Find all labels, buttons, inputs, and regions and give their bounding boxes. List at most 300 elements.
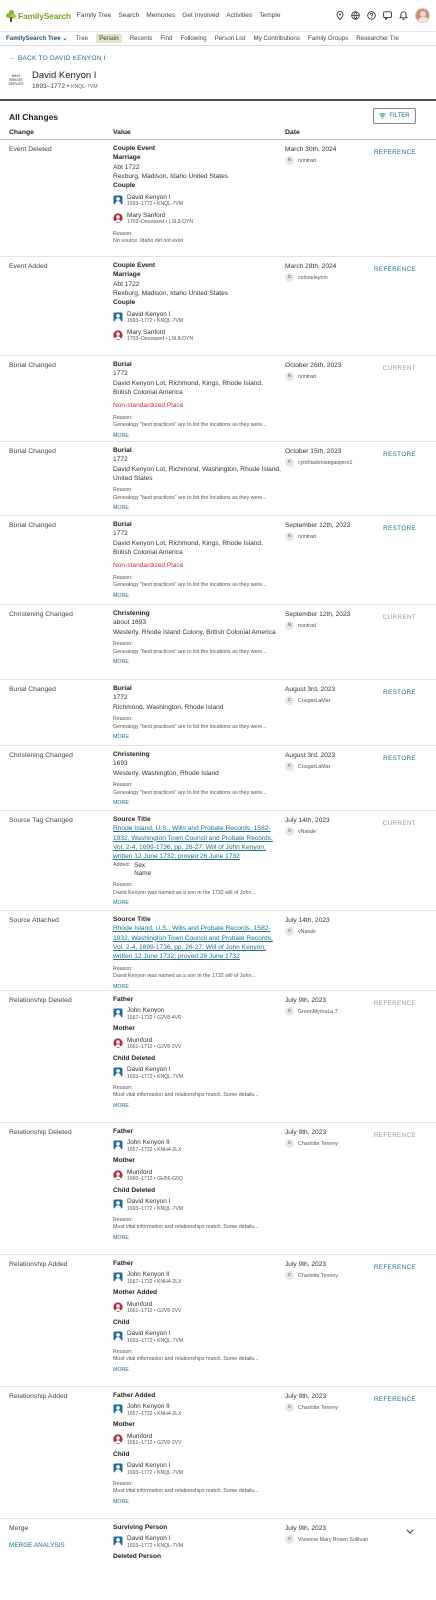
header-icons: [335, 8, 430, 23]
more-link[interactable]: MORE: [113, 505, 129, 512]
person-name-link[interactable]: David Kenyon I: [127, 1329, 171, 1337]
person-card[interactable]: [113, 1271, 281, 1286]
reference-button[interactable]: REFERENCE: [373, 149, 416, 156]
tag-item: Sex: [134, 861, 146, 869]
person-name-link[interactable]: David Kenyon I: [127, 1197, 171, 1205]
source-title-link[interactable]: Rhode Island, U.S., Wills and Probate Records, 1582-1932, Washington Town Council and Probate Records, Vol. 2-4, 1699-1736, pp. 26-27: Will of John Kenyon, written 12 June 1732; proved 26 June 1732: [113, 925, 273, 961]
person-text: [127, 311, 183, 326]
change-value: [113, 1127, 281, 1242]
contributor[interactable]: [285, 762, 375, 771]
contributor-name: vNatale: [298, 928, 316, 935]
person-name-link[interactable]: David Kenyon I: [127, 1065, 171, 1073]
person-text: [127, 1462, 183, 1477]
value-text: David Kenyon Lot, Richmond, Kings, Rhode Island, British Colonial America: [113, 379, 263, 397]
subnav-find[interactable]: Find: [160, 35, 173, 42]
person-card[interactable]: [113, 1066, 281, 1081]
col-change: Change: [9, 129, 34, 136]
person-card[interactable]: [113, 1403, 281, 1418]
reason-text: David Kenyon was named as a son in the 1732 will of John...: [113, 973, 256, 980]
chevron-down-icon[interactable]: [406, 1529, 414, 1536]
change-value: [113, 995, 281, 1110]
change-type: [9, 362, 56, 369]
restore-button[interactable]: RESTORE: [383, 755, 416, 762]
nav-activities[interactable]: Activities: [226, 12, 253, 19]
person-life: 1693–1772 • KNQL-7VM: [127, 201, 184, 208]
change-value: [113, 609, 281, 667]
value-heading: Father: [113, 1260, 134, 1267]
person-card[interactable]: [113, 1330, 281, 1345]
change-row: [0, 1386, 436, 1518]
tags-added-label: Added:: [113, 861, 131, 868]
value-heading: Father: [113, 1128, 134, 1135]
reference-button[interactable]: REFERENCE: [373, 1396, 416, 1403]
bell-icon[interactable]: [399, 11, 408, 20]
value-text: Richmond, Washington, Rhode Island: [113, 703, 224, 711]
person-card[interactable]: [113, 1037, 281, 1052]
nav-search[interactable]: Search: [118, 12, 140, 19]
header-divider: [0, 99, 436, 101]
change-date: [285, 263, 375, 282]
filter-button[interactable]: [373, 108, 416, 124]
reason-text: Genealogy "best practices" are to list the locations as they were...: [113, 648, 267, 655]
change-type-label: Source Attached: [9, 917, 59, 924]
person-name-link[interactable]: David Kenyon I: [127, 193, 171, 201]
person-header: [8, 70, 98, 92]
page-title: All Changes: [9, 112, 59, 122]
person-text: [127, 1007, 182, 1022]
person-life: 1693–1772 • KNQL-7VM: [127, 1469, 184, 1476]
reference-button[interactable]: REFERENCE: [373, 1000, 416, 1007]
male-person-icon: [113, 1331, 123, 1341]
date-text: October 15th, 2023: [285, 448, 342, 455]
contributor-initial: C: [285, 762, 294, 771]
change-date: [285, 611, 375, 630]
more-link[interactable]: MORE: [113, 592, 129, 599]
male-person-icon: [113, 1536, 123, 1546]
person-life: 1660–1712 • GH56-G5Q: [127, 1176, 183, 1183]
change-type: [9, 686, 56, 693]
change-row: [0, 810, 436, 910]
person-name-link[interactable]: David Kenyon I: [127, 310, 171, 318]
male-person-icon: [113, 195, 123, 205]
change-type-label: Relationship Deleted: [9, 1129, 72, 1136]
person-life: 1657–1732 • KNH4-2LX: [127, 1279, 182, 1286]
change-row: [0, 604, 436, 679]
contributor-name: CougarLaMar: [298, 697, 331, 704]
change-value: [113, 915, 281, 991]
male-person-icon: [113, 1404, 123, 1414]
contributor[interactable]: [285, 372, 375, 381]
subnav-recents[interactable]: Recents: [129, 35, 153, 42]
contributor[interactable]: [285, 696, 375, 705]
more-link[interactable]: MORE: [113, 900, 129, 907]
subnav-family-groups[interactable]: Family Groups: [307, 35, 349, 42]
value-heading: Marriage: [113, 154, 141, 162]
contributor-initial: C: [285, 1139, 294, 1148]
change-value: [113, 360, 281, 440]
change-date: [285, 1261, 375, 1280]
contributor-name: GreenMyrnaLu 7: [298, 1008, 338, 1015]
value-text: Abt 1722: [113, 163, 140, 171]
person-text: [127, 1139, 181, 1154]
reason-label: Reason:: [113, 782, 133, 789]
person-name-link[interactable]: David Kenyon I: [127, 1461, 171, 1469]
contributor[interactable]: [285, 156, 375, 165]
person-life: 1703–Deceased • LSL8-DYN: [127, 336, 194, 343]
more-link[interactable]: MORE: [113, 800, 129, 807]
change-row: [0, 515, 436, 604]
subnav-tree[interactable]: Tree: [75, 35, 89, 42]
more-link[interactable]: MORE: [113, 1498, 129, 1505]
change-row: [0, 1122, 436, 1254]
change-row: [0, 441, 436, 515]
date-text: March 28th, 2024: [285, 263, 337, 270]
change-type: [9, 611, 73, 618]
change-type-label: Christening Changed: [9, 611, 73, 618]
person-name-link[interactable]: Mumford: [127, 1300, 153, 1308]
change-value: [113, 261, 281, 346]
change-value: [113, 446, 281, 513]
person-text: [127, 1535, 183, 1550]
person-card[interactable]: [113, 1535, 281, 1550]
more-link[interactable]: MORE: [113, 1366, 129, 1373]
change-row: [0, 256, 436, 355]
value-text: Rexburg, Madison, Idaho United States: [113, 290, 229, 298]
person-life: 1693–1772 • KNQL-7VM: [127, 318, 184, 325]
globe-icon[interactable]: [351, 11, 360, 20]
person-card[interactable]: [113, 212, 281, 227]
date-text: August 3rd, 2023: [285, 752, 336, 759]
value-heading: Marriage: [113, 271, 141, 279]
change-value: [113, 1523, 281, 1562]
change-date: [285, 917, 375, 936]
value-heading: Mother: [113, 1421, 135, 1429]
source-title-link[interactable]: Rhode Island, U.S., Wills and Probate Records, 1582-1932, Washington Town Council and Probate Records, Vol. 2-4, 1699-1736, pp. 26-27: Will of John Kenyon, written 12 June 1732; proved 26 June 1732: [113, 825, 273, 861]
change-date: [285, 1129, 375, 1148]
current-button[interactable]: CURRENT: [382, 365, 416, 372]
tags-list: [134, 862, 151, 879]
person-name-link[interactable]: Mumford: [127, 1036, 153, 1044]
filter-label: FILTER: [389, 113, 410, 119]
more-link[interactable]: MORE: [113, 432, 129, 439]
back-link[interactable]: ← BACK TO DAVID KENYON I: [9, 55, 106, 62]
reference-button[interactable]: REFERENCE: [373, 1264, 416, 1271]
current-button[interactable]: CURRENT: [382, 614, 416, 621]
contributor-name: CougarLaMar: [298, 763, 331, 770]
change-row: [0, 140, 436, 256]
person-name-link[interactable]: John Kenyon II: [127, 1271, 170, 1279]
person-name-link[interactable]: Mary Sanford: [127, 211, 166, 219]
reference-button[interactable]: REFERENCE: [373, 266, 416, 273]
change-date: [285, 817, 375, 836]
person-text: [127, 212, 193, 227]
change-type-label: Burial Changed: [9, 362, 56, 369]
value-text: Rexburg, Madison, Idaho United States: [113, 173, 229, 181]
female-person-icon: [113, 213, 123, 223]
contributor[interactable]: [285, 273, 375, 282]
contributor-name: nontrad: [298, 157, 316, 164]
change-type: [9, 1393, 68, 1400]
nav-family-tree[interactable]: Family Tree: [76, 12, 112, 19]
change-row: [0, 1518, 436, 1600]
person-name-link[interactable]: John Kenyon II: [127, 1403, 170, 1411]
change-type-label: Burial Changed: [9, 448, 56, 455]
person-life: 1693–1772 • KNQL-7VM: [127, 1337, 184, 1344]
change-date: [285, 1525, 375, 1544]
non-standardized-warning: Non-standardized Place: [113, 562, 184, 570]
contributor[interactable]: [285, 458, 375, 467]
contributor-initial: N: [285, 372, 294, 381]
change-row: [0, 355, 436, 441]
change-type-label: Relationship Deleted: [9, 997, 72, 1004]
change-type-label: Source Tag Changed: [9, 817, 73, 824]
person-card[interactable]: [113, 329, 281, 344]
value-text: Westerly, Rhode Island Colony, British Colonial America: [113, 628, 276, 636]
value-text: 1772: [113, 456, 128, 464]
person-life: 1661–1712 • G2V8-2VV: [127, 1308, 182, 1315]
person-years: 1693–1772 •: [32, 83, 70, 90]
person-card[interactable]: [113, 1301, 281, 1316]
date-text: October 26th, 2023: [285, 362, 342, 369]
nav-temple[interactable]: Temple: [259, 12, 281, 19]
change-type: [9, 263, 48, 270]
date-text: July 9th, 2023: [285, 1261, 327, 1268]
subnav-researcher-tree[interactable]: Researcher Tre: [356, 35, 399, 42]
person-card[interactable]: [113, 1198, 281, 1213]
change-type: [9, 1525, 65, 1549]
person-text: [127, 1330, 183, 1345]
value-text: about 1693: [113, 619, 147, 627]
person-text: [127, 1271, 181, 1286]
tree-menu-dropdown[interactable]: FamilySearch Tree ⌄: [6, 35, 68, 42]
person-life: 1657–1732 • G2V8-4VR: [127, 1015, 182, 1022]
reason-label: Reason:: [113, 1348, 133, 1355]
restore-button[interactable]: RESTORE: [383, 525, 416, 532]
reason-text: Most vital information and relationships match. Some details...: [113, 1488, 259, 1495]
value-heading: Source Title: [113, 816, 151, 823]
reason-label: Reason:: [113, 414, 133, 421]
change-row: [0, 1254, 436, 1386]
person-text: [127, 329, 193, 344]
contributor-name: Vivienne Mary Brown Sullivan: [298, 1536, 368, 1543]
person-card[interactable]: [113, 1169, 281, 1184]
person-id: KNQL-7VM: [71, 84, 98, 90]
contributor-initial: N: [285, 532, 294, 541]
value-heading: Mother Added: [113, 1289, 158, 1297]
portrait-text: SERVICE: [8, 81, 24, 86]
change-value: [113, 520, 281, 600]
date-text: July 9th, 2023: [285, 1393, 327, 1400]
more-link[interactable]: MORE: [113, 734, 129, 741]
person-card[interactable]: [113, 311, 281, 326]
male-person-icon: [113, 1140, 123, 1150]
person-name-link[interactable]: John Kenyon: [127, 1007, 165, 1015]
person-life: 1661–1712 • G2V8-2VV: [127, 1440, 182, 1447]
person-text: [127, 1301, 181, 1316]
value-text: David Kenyon Lot, Richmond, Kings, Rhode Island, British Colonial America: [113, 539, 263, 557]
change-value: [113, 1391, 281, 1506]
change-type-label: Christening Changed: [9, 752, 73, 759]
more-link[interactable]: MORE: [113, 659, 129, 666]
map-pin-icon[interactable]: [335, 11, 344, 20]
date-text: August 3rd, 2023: [285, 686, 336, 693]
contributor-initial: C: [285, 696, 294, 705]
change-date: [285, 1393, 375, 1412]
more-link[interactable]: MORE: [113, 1234, 129, 1241]
current-button[interactable]: CURRENT: [382, 820, 416, 827]
contributor-initial: V: [285, 827, 294, 836]
familysearch-logo[interactable]: [6, 10, 71, 22]
person-name-link[interactable]: Mumford: [127, 1168, 153, 1176]
avatar[interactable]: [415, 8, 430, 23]
change-type: [9, 997, 72, 1004]
nav-memories[interactable]: Memories: [146, 12, 176, 19]
value-heading: Father: [113, 996, 134, 1003]
male-person-icon: [113, 1008, 123, 1018]
male-person-icon: [113, 1067, 123, 1077]
contributor[interactable]: [285, 1403, 375, 1412]
nav-get-involved[interactable]: Get Involved: [182, 12, 220, 19]
female-person-icon: [113, 1038, 123, 1048]
change-date: [285, 362, 375, 381]
subnav-person[interactable]: Person: [96, 34, 122, 43]
contributor[interactable]: [285, 827, 375, 836]
reason-text: Most vital information and relationships match. Some details...: [113, 1356, 259, 1363]
change-date: [285, 686, 375, 705]
contributor[interactable]: [285, 927, 375, 936]
person-card[interactable]: [113, 194, 281, 209]
change-date: [285, 448, 375, 467]
logo-text: FamilySearch: [18, 10, 71, 21]
date-text: July 14th, 2023: [285, 917, 330, 924]
tree-subnav: [0, 32, 436, 46]
person-lifespan: [32, 83, 98, 90]
more-link[interactable]: MORE: [113, 983, 129, 990]
reason-text: Genealogy "best practices" are to list the locations as they were...: [113, 494, 267, 501]
contributor-initial: C: [285, 1403, 294, 1412]
change-type-label: Event Added: [9, 263, 48, 270]
change-date: [285, 752, 375, 771]
value-heading: Christening: [113, 610, 150, 617]
person-name-link[interactable]: Mumford: [127, 1432, 153, 1440]
change-type: [9, 522, 56, 529]
tree-logo-icon: [6, 10, 16, 22]
value-heading: Deleted Person: [113, 1553, 162, 1561]
change-type-label: Relationship Added: [9, 1261, 68, 1268]
change-type: [9, 752, 73, 759]
value-heading: Child: [113, 1450, 130, 1458]
change-date: [285, 997, 375, 1016]
person-portrait[interactable]: [8, 70, 24, 92]
reason-label: Reason:: [113, 230, 133, 237]
contributor-initial: V: [285, 927, 294, 936]
person-name-link[interactable]: John Kenyon II: [127, 1139, 170, 1147]
change-value: [113, 144, 281, 246]
chat-icon[interactable]: [383, 11, 392, 20]
person-life: 1657–1732 • KNH4-2LX: [127, 1411, 182, 1418]
portrait-text: BRIDGE: [9, 78, 23, 83]
person-name-link[interactable]: David Kenyon I: [127, 1535, 171, 1543]
reason-label: Reason:: [113, 487, 133, 494]
value-heading: Burial: [113, 361, 132, 368]
change-row: [0, 679, 436, 745]
subnav-following[interactable]: Following: [180, 35, 207, 42]
more-link[interactable]: MORE: [113, 1102, 129, 1109]
subnav-person-list[interactable]: Person List: [214, 35, 246, 42]
person-card[interactable]: [113, 1007, 281, 1022]
value-heading: Child: [113, 1318, 130, 1326]
date-text: March 30th, 2024: [285, 146, 337, 153]
person-life: 1693–1772 • KNQL-7VM: [127, 1073, 184, 1080]
subnav-my-contributions[interactable]: My Contributions: [253, 35, 300, 42]
person-name-link[interactable]: Mary Sanford: [127, 328, 166, 336]
value-heading: Burial: [113, 521, 132, 528]
reason-label: Reason:: [113, 1216, 133, 1223]
change-type-label: Burial Changed: [9, 686, 56, 693]
contributor[interactable]: [285, 621, 375, 630]
female-person-icon: [113, 1434, 123, 1444]
reason-label: Reason:: [113, 574, 133, 581]
change-type: [9, 146, 52, 153]
merge-analysis-link[interactable]: MERGE ANALYSIS: [9, 1542, 65, 1549]
date-text: July 9th, 2023: [285, 1129, 327, 1136]
value-heading: Couple: [113, 182, 136, 190]
change-value: [113, 815, 281, 908]
contributor[interactable]: [285, 1139, 375, 1148]
main-nav: [77, 12, 281, 19]
person-card[interactable]: [113, 1139, 281, 1154]
value-heading: Source Title: [113, 916, 151, 923]
reason-label: Reason:: [113, 641, 133, 648]
person-text: [127, 1066, 183, 1081]
male-person-icon: [113, 312, 123, 322]
reference-button[interactable]: REFERENCE: [373, 1132, 416, 1139]
contributor-name: Charlotte Tenney: [298, 1140, 338, 1147]
portrait-text: WHO: [11, 74, 21, 79]
value-heading: Child Deleted: [113, 1054, 156, 1062]
male-person-icon: [113, 1199, 123, 1209]
contributor[interactable]: [285, 1535, 375, 1544]
reason-text: Most vital information and relationships match. Some details...: [113, 1092, 259, 1099]
contributor-name: Charlotte Tenney: [298, 1404, 338, 1411]
date-text: July 14th, 2023: [285, 817, 330, 824]
reason-text: Genealogy "best practices" are to list the locations as they were...: [113, 723, 267, 730]
contributor-name: colonelayton: [298, 274, 328, 281]
help-icon[interactable]: [367, 11, 376, 20]
change-type-label: Burial Changed: [9, 522, 56, 529]
col-value: Value: [113, 129, 131, 136]
reason-label: Reason:: [113, 1084, 133, 1091]
contributor[interactable]: [285, 1007, 375, 1016]
col-date: Date: [285, 129, 300, 136]
person-life: 1657–1732 • KNH4-2LX: [127, 1147, 182, 1154]
person-life: 1693–1772 • KNQL-7VM: [127, 1205, 184, 1212]
restore-button[interactable]: RESTORE: [383, 689, 416, 696]
value-text: 1772: [113, 530, 128, 538]
person-card[interactable]: [113, 1433, 281, 1448]
contributor[interactable]: [285, 1271, 375, 1280]
restore-button[interactable]: RESTORE: [383, 451, 416, 458]
person-name: David Kenyon I: [32, 70, 97, 81]
person-text: [127, 1037, 181, 1052]
reason-label: Reason:: [113, 965, 133, 972]
change-value: [113, 684, 281, 742]
contributor[interactable]: [285, 532, 375, 541]
value-heading: Surviving Person: [113, 1524, 168, 1531]
person-life: 1703–Deceased • LSL8-DYN: [127, 219, 194, 226]
change-date: [285, 146, 375, 165]
person-card[interactable]: [113, 1462, 281, 1477]
